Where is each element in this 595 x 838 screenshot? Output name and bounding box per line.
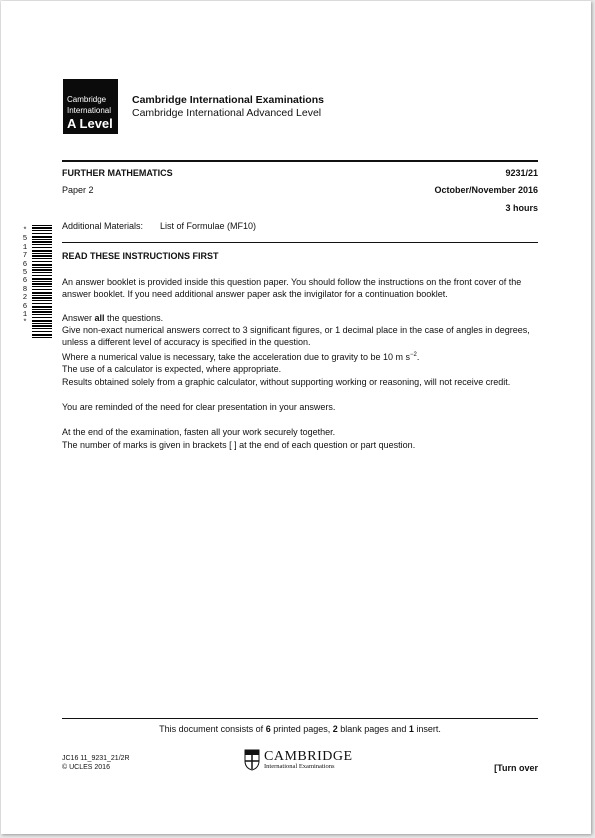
document-reference: JC16 11_9231_21/2R: [62, 755, 130, 762]
instruction-calculator: The use of a calculator is expected, where appropriate.: [62, 364, 282, 374]
instruction-answer-booklet: An answer booklet is provided inside this question paper. You should follow the instructions on the front cover of the answer booklet. If you need additional answer paper ask the invigilator for a continuation booklet.: [62, 277, 522, 300]
instruction-presentation: You are reminded of the need for clear presentation in your answers.: [62, 402, 336, 412]
additional-materials-label: Additional Materials:: [62, 221, 144, 231]
instruction-gravity: Where a numerical value is necessary, take the acceleration due to gravity to be 10 m $s^{-2}$.: [62, 352, 420, 362]
paper-number: Paper 2: [62, 185, 94, 195]
instruction-accuracy: Give non-exact numerical answers correct to 3 significant figures, or 1 decimal place in the case of angles in degrees, unless a different level of accuracy is specified in the question.: [62, 325, 530, 348]
cambridge-wordmark: CAMBRIDGE: [264, 749, 353, 764]
exam-session: October/November 2016: [434, 185, 538, 195]
candidate-barcode: [32, 225, 52, 339]
cambridge-crest-icon: [244, 749, 260, 771]
instructions-heading: READ THESE INSTRUCTIONS FIRST: [62, 251, 219, 261]
instruction-marks: The number of marks is given in brackets [ ] at the end of each question or part question.: [62, 440, 416, 450]
header-rule: [62, 160, 538, 162]
exam-page: [1, 1, 591, 834]
qualification-level: Cambridge International Advanced Level: [132, 107, 322, 119]
logo-line-2: International: [67, 106, 112, 115]
paper-code: 9231/21: [505, 168, 538, 178]
document-page-count: This document consists of 6 printed pages, 2 blank pages and 1 insert.: [159, 724, 441, 734]
logo-line-3: A Level: [67, 116, 113, 131]
organization-name: Cambridge International Examinations: [132, 94, 324, 106]
turn-over-label: [Turn over: [494, 763, 538, 773]
instruction-graphic-calculator: Results obtained solely from a graphic calculator, without supporting working or reasoning, will not receive credit.: [62, 377, 511, 387]
copyright-notice: © UCLES 2016: [62, 764, 110, 771]
instruction-answer-all: Answer all the questions.: [62, 313, 164, 323]
cambridge-wordmark-subtitle: International Examinations: [264, 763, 335, 770]
subject-title: FURTHER MATHEMATICS: [62, 168, 173, 178]
exam-duration: 3 hours: [505, 203, 538, 213]
instructions-rule: [62, 242, 538, 243]
barcode-number: *5176568261*: [22, 227, 28, 328]
cambridge-a-level-logo: [63, 79, 118, 134]
additional-materials-value: List of Formulae (MF10): [160, 221, 257, 231]
instruction-fasten: At the end of the examination, fasten all your work securely together.: [62, 427, 336, 437]
logo-line-1: Cambridge: [67, 95, 107, 104]
footer-rule: [62, 718, 538, 719]
